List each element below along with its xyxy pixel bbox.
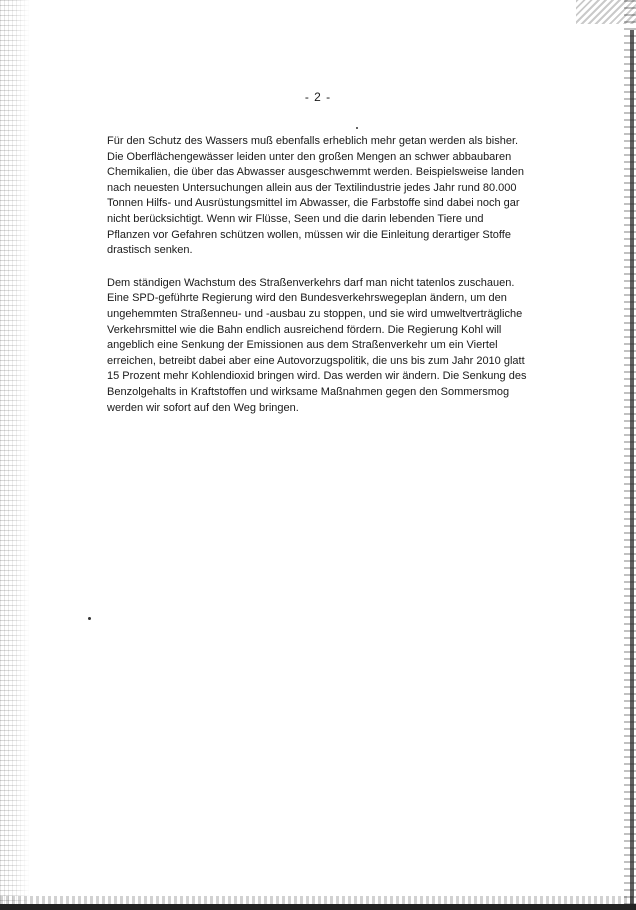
text-line: Pflanzen vor Gefahren schützen wollen, müssen wir die Einleitung derartiger Stoffe: [107, 228, 511, 241]
paragraph-water-protection: [107, 134, 547, 259]
body-text: [107, 134, 547, 433]
text-line: Verkehrsmittel wie die Bahn endlich ausreichend fördern. Die Regierung Kohl will: [107, 323, 502, 336]
scan-speck: [356, 127, 358, 129]
text-line: Tonnen Hilfs- und Ausrüstungsmittel im Abwasser, die Farbstoffe sind dabei noch gar: [107, 197, 520, 210]
text-line: Chemikalien, die über das Abwasser ausgeschwemmt werden. Beispielsweise landen: [107, 166, 524, 179]
text-line: angeblich eine Senkung der Emissionen aus dem Straßenverkehr um ein Viertel: [107, 339, 498, 352]
scan-noise-top-right: [576, 0, 636, 24]
scan-speck: [88, 617, 91, 620]
paragraph-road-traffic: [107, 276, 547, 416]
text-line: erreichen, betreibt dabei aber eine Autovorzugspolitik, die uns bis zum Jahr 2010 glatt: [107, 354, 525, 367]
page-number: - 2 -: [304, 90, 332, 104]
scan-shadow-bottom: [0, 904, 636, 910]
text-line: 15 Prozent mehr Kohlendioxid bringen wird. Das werden wir ändern. Die Senkung des: [107, 370, 527, 383]
text-line: Die Oberflächengewässer leiden unter den großen Mengen an schwer abbaubaren: [107, 150, 512, 163]
text-line: Benzolgehalts in Kraftstoffen und wirksame Maßnahmen gegen den Sommersmog: [107, 385, 510, 398]
scan-noise-bottom: [0, 896, 636, 904]
text-line: nach neuesten Untersuchungen allein aus der Textilindustrie jedes Jahr rund 80.000: [107, 181, 517, 194]
text-line: ungehemmten Straßenneu- und -ausbau zu stoppen, und sie wird umweltverträgliche: [107, 307, 523, 320]
text-line: Für den Schutz des Wassers muß ebenfalls erheblich mehr getan werden als bisher.: [107, 135, 519, 147]
text-line: Dem ständigen Wachstum des Straßenverkehrs darf man nicht tatenlos zuschauen.: [107, 276, 515, 289]
text-line: Eine SPD-geführte Regierung wird den Bundesverkehrswegeplan ändern, um den: [107, 292, 507, 305]
scan-shadow-right: [630, 30, 634, 910]
text-line: nicht berücksichtigt. Wenn wir Flüsse, Seen und die darin lebenden Tiere und: [107, 212, 484, 225]
scan-noise-left-edge: [0, 0, 30, 910]
text-line: werden wir sofort auf den Weg bringen.: [107, 401, 299, 414]
text-line: drastisch senken.: [107, 244, 193, 257]
